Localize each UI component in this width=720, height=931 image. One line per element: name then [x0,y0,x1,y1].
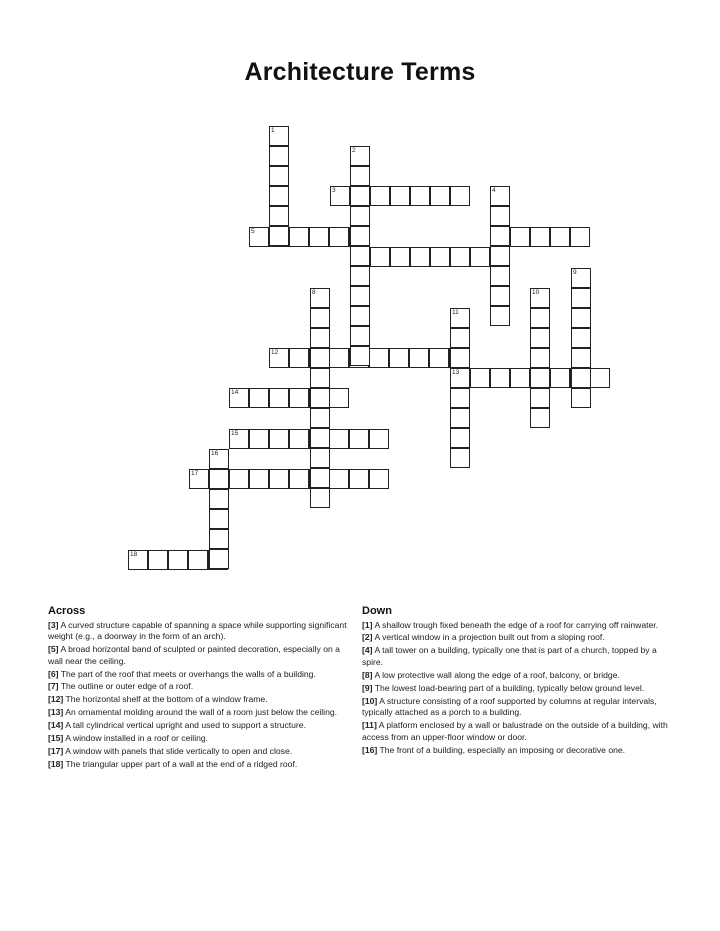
grid-cell[interactable] [289,227,309,247]
down-clue [362,745,672,757]
grid-cell[interactable] [490,206,510,226]
clue-number: 15 [231,430,239,437]
clue-text: The lowest load-bearing part of a building, typically below ground level. [374,682,645,693]
across-clue [48,644,353,667]
clue-label: [5] [48,644,59,655]
grid-cell[interactable] [289,429,309,449]
clue-label: [14] [48,720,64,731]
grid-cell[interactable] [349,429,369,449]
grid-cell[interactable] [269,146,289,166]
grid-cell[interactable] [229,469,249,489]
grid-cell[interactable] [389,348,409,368]
grid-cell[interactable] [350,146,370,166]
grid-cell[interactable] [269,166,289,186]
clue-text: An ornamental molding around the wall of a room just below the ceiling. [65,707,338,718]
grid-cell[interactable] [329,227,349,247]
across-heading: Across [48,605,86,617]
grid-cell[interactable] [369,348,389,368]
grid-cell[interactable] [350,226,370,246]
grid-cell[interactable] [571,268,591,288]
grid-cell[interactable] [450,186,470,206]
grid-cell[interactable] [350,206,370,226]
grid-cell[interactable] [530,328,550,348]
grid-cell[interactable] [350,306,370,326]
clue-number: 12 [271,349,279,356]
grid-cell[interactable] [530,308,550,328]
grid-cell[interactable] [209,529,229,549]
clue-label: [2] [362,632,373,643]
grid-cell[interactable] [249,388,269,408]
grid-cell[interactable] [350,246,370,266]
clue-label: [10] [362,695,378,706]
grid-cell[interactable] [249,227,269,247]
grid-cell[interactable] [310,448,330,468]
clue-text: The outline or outer edge of a roof. [60,681,194,692]
grid-cell[interactable] [450,247,470,267]
grid-cell[interactable] [209,549,229,569]
grid-cell[interactable] [490,306,510,326]
grid-cell[interactable] [571,368,591,388]
clue-label: [4] [362,645,373,656]
grid-cell[interactable] [429,348,449,368]
grid-cell[interactable] [269,226,289,246]
grid-cell[interactable] [229,429,249,449]
across-clue [48,620,353,643]
grid-cell[interactable] [410,186,430,206]
grid-cell[interactable] [530,288,550,308]
grid-cell[interactable] [168,550,188,570]
grid-cell[interactable] [310,328,330,348]
grid-cell[interactable] [269,206,289,226]
grid-cell[interactable] [490,246,510,266]
clue-text: The horizontal shelf at the bottom of a window frame. [65,694,268,705]
clue-text: The front of a building, especially an imposing or decorative one. [379,744,626,755]
clue-number: 3 [332,187,336,194]
down-clue [362,696,672,719]
grid-cell[interactable] [269,469,289,489]
clue-label: [1] [362,619,373,630]
grid-cell[interactable] [209,489,229,509]
clue-label: [18] [48,758,64,769]
clue-label: [7] [48,681,59,692]
grid-cell[interactable] [510,227,530,247]
across-clue [48,669,353,681]
grid-cell[interactable] [350,186,370,206]
grid-cell[interactable] [289,348,309,368]
clue-text: The triangular upper part of a wall at the end of a ridged roof. [65,758,298,769]
clue-number: 2 [352,147,356,154]
grid-cell[interactable] [229,388,249,408]
grid-cell[interactable] [530,227,550,247]
clue-number: 8 [312,289,316,296]
grid-cell[interactable] [350,286,370,306]
grid-cell[interactable] [370,186,390,206]
down-heading: Down [362,605,392,617]
grid-cell[interactable] [571,388,591,408]
grid-cell[interactable] [269,429,289,449]
grid-cell[interactable] [470,368,490,388]
clue-label: [11] [362,720,377,731]
clue-number: 18 [130,551,138,558]
grid-cell[interactable] [349,469,369,489]
grid-cell[interactable] [309,227,329,247]
across-clue [48,681,353,693]
clue-label: [17] [48,745,64,756]
grid-cell[interactable] [269,186,289,206]
grid-cell[interactable] [310,428,330,448]
clue-label: [6] [48,668,59,679]
grid-cell[interactable] [289,469,309,489]
clue-label: [8] [362,669,373,680]
clue-label: [16] [362,744,378,755]
grid-cell[interactable] [490,226,510,246]
clue-label: [15] [48,733,64,744]
down-clue [362,683,672,695]
across-clue [48,720,353,732]
grid-cell[interactable] [430,186,450,206]
grid-cell[interactable] [571,348,591,368]
grid-cell[interactable] [350,166,370,186]
down-clue [362,645,672,668]
grid-cell[interactable] [530,348,550,368]
grid-cell[interactable] [450,448,470,468]
grid-cell[interactable] [450,308,470,328]
grid-cell[interactable] [550,368,570,388]
clue-text: A platform enclosed by a wall or balustrade on the outside of a building, with access from an upper-floor window or door. [362,720,668,742]
clue-text: A structure consisting of a roof supported by columns at regular intervals, typically attached as a porch to a building. [362,695,657,718]
grid-cell[interactable] [490,286,510,306]
clue-number: 9 [573,269,577,276]
grid-cell[interactable] [289,388,309,408]
clue-number: 4 [492,187,496,194]
across-clue [48,746,353,758]
grid-cell[interactable] [510,368,530,388]
grid-cell[interactable] [570,227,590,247]
grid-cell[interactable] [369,429,389,449]
grid-cell[interactable] [269,126,289,146]
grid-cell[interactable] [310,348,330,368]
grid-cell[interactable] [330,186,350,206]
across-clue [48,694,353,706]
grid-cell[interactable] [409,348,429,368]
page-title: Architecture Terms [244,58,476,86]
clue-number: 11 [452,309,459,316]
grid-cell[interactable] [329,429,349,449]
grid-cell[interactable] [390,247,410,267]
clue-text: A curved structure capable of spanning a space while supporting significant weight (e.g., a doorway in the form of an arch). [48,619,347,642]
clue-number: 10 [532,289,540,296]
clue-text: The part of the roof that meets or overhangs the walls of a building. [60,668,316,679]
grid-cell[interactable] [209,509,229,529]
grid-cell[interactable] [530,388,550,408]
clue-number: 13 [452,369,460,376]
grid-cell[interactable] [249,429,269,449]
clue-number: 17 [191,470,199,477]
grid-cell[interactable] [550,227,570,247]
grid-cell[interactable] [310,408,330,428]
grid-cell[interactable] [329,348,349,368]
clue-label: [9] [362,682,373,693]
grid-cell[interactable] [369,469,389,489]
grid-cell[interactable] [329,469,349,489]
grid-cell[interactable] [450,348,470,368]
clue-number: 5 [251,228,255,235]
grid-cell[interactable] [209,449,229,469]
grid-cell[interactable] [450,368,470,388]
clue-text: A shallow trough fixed beneath the edge of a roof for carrying off rainwater. [374,619,659,630]
clue-label: [13] [48,707,64,718]
grid-cell[interactable] [350,266,370,286]
grid-cell[interactable] [571,328,591,348]
grid-cell[interactable] [430,247,450,267]
grid-cell[interactable] [590,368,610,388]
down-clue [362,620,672,632]
grid-cell[interactable] [450,328,470,348]
grid-cell[interactable] [310,488,330,508]
grid-cell[interactable] [310,388,330,408]
clue-label: [3] [48,619,59,630]
clue-text: A broad horizontal band of sculpted or painted decoration, especially on a wall near the ceiling. [48,644,340,666]
grid-cell[interactable] [269,348,289,368]
grid-cell[interactable] [128,550,148,570]
grid-cell[interactable] [450,388,470,408]
grid-cell[interactable] [269,388,289,408]
grid-cell[interactable] [329,388,349,408]
down-clue [362,670,672,682]
clue-text: A window installed in a roof or ceiling. [65,733,209,744]
down-clue [362,632,672,644]
clue-text: A tall cylindrical vertical upright and used to support a structure. [65,720,306,731]
clue-text: A tall tower on a building, typically one that is part of a church, topped by a spire. [362,645,657,667]
grid-cell[interactable] [571,308,591,328]
grid-cell[interactable] [410,247,430,267]
clue-text: A window with panels that slide vertically to open and close. [65,745,293,756]
grid-cell[interactable] [310,288,330,308]
grid-cell[interactable] [310,468,330,488]
across-clue-list [48,620,353,771]
clue-number: 16 [211,450,219,457]
grid-cell[interactable] [188,550,208,570]
grid-cell[interactable] [209,469,229,489]
grid-cell[interactable] [249,469,269,489]
clue-number: 14 [231,389,239,396]
grid-cell[interactable] [470,247,490,267]
grid-cell[interactable] [310,368,330,388]
grid-cell[interactable] [450,408,470,428]
grid-cell[interactable] [189,469,209,489]
grid-cell[interactable] [490,266,510,286]
grid-cell[interactable] [148,550,168,570]
grid-cell[interactable] [450,428,470,448]
across-clues [48,606,353,772]
grid-cell[interactable] [310,308,330,328]
down-clue-list [362,620,672,757]
grid-cell[interactable] [490,368,510,388]
grid-cell[interactable] [530,368,550,388]
grid-cell[interactable] [490,186,510,206]
down-clues [362,606,672,758]
clue-text: A low protective wall along the edge of a roof, balcony, or bridge. [374,669,620,680]
grid-cell[interactable] [350,326,370,346]
grid-cell[interactable] [350,346,370,366]
clue-text: A vertical window in a projection built out from a sloping roof. [374,632,605,643]
across-clue [48,733,353,745]
grid-cell[interactable] [571,288,591,308]
down-clue [362,720,672,743]
grid-cell[interactable] [370,247,390,267]
across-clue [48,759,353,771]
grid-cell[interactable] [530,408,550,428]
clue-number: 1 [271,127,275,134]
across-clue [48,707,353,719]
clue-label: [12] [48,694,64,705]
grid-cell[interactable] [390,186,410,206]
